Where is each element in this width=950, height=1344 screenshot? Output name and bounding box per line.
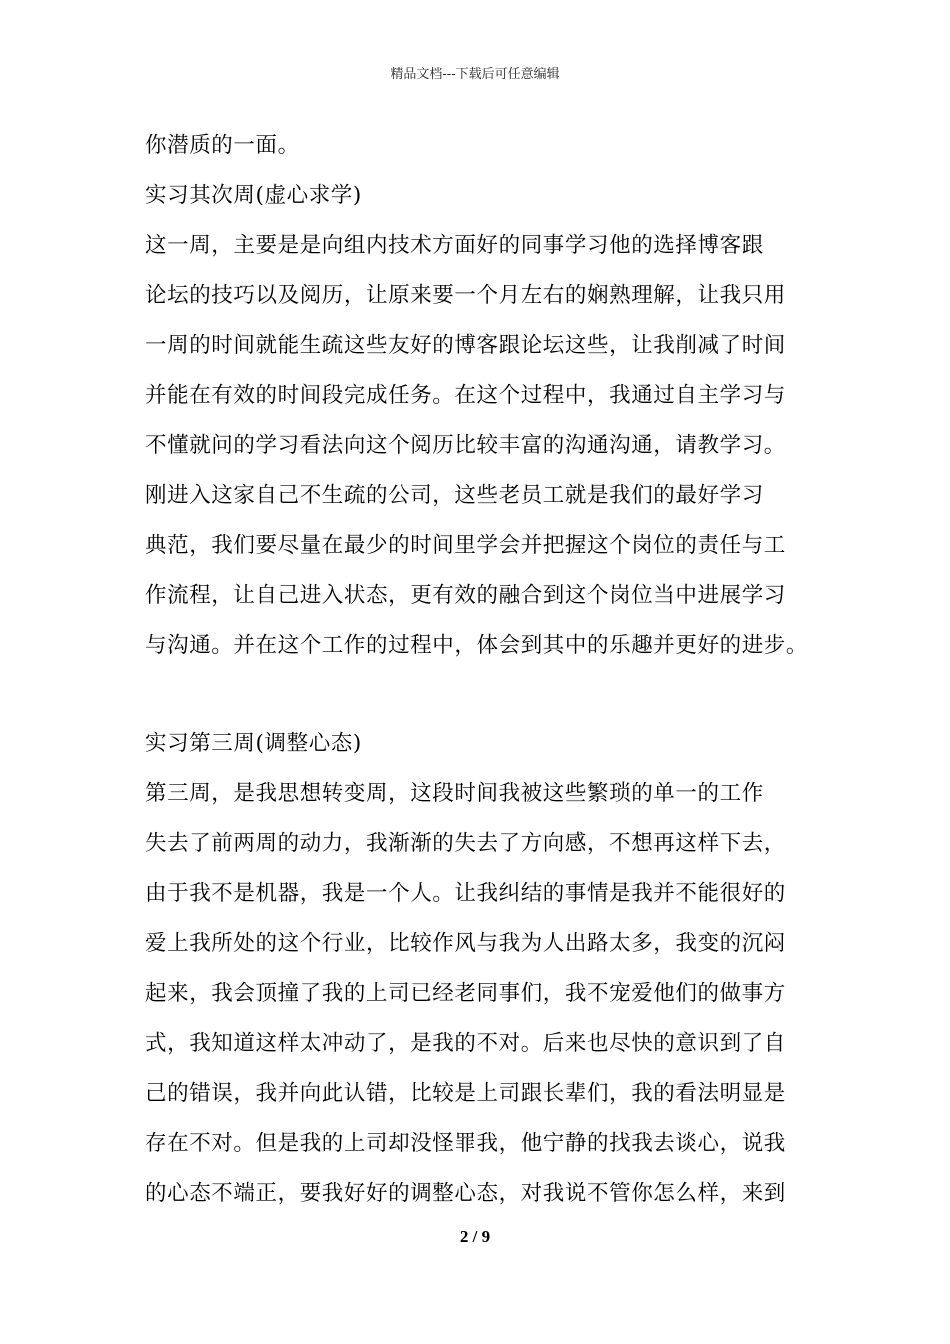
text-line: 论坛的技巧以及阅历，让原来要一个月左右的娴熟理解，让我只用 bbox=[145, 283, 786, 308]
text-line: 的心态不端正，要我好好的调整心态，对我说不管你怎么样，来到 bbox=[145, 1181, 786, 1206]
text-line: 失去了前两周的动力，我渐渐的失去了方向感，不想再这样下去， bbox=[145, 831, 786, 856]
text-line: 这一周，主要是是向组内技术方面好的同事学习他的选择博客跟 bbox=[145, 233, 764, 258]
text-line: 爱上我所处的这个行业，比较作风与我为人出路太多，我变的沉闷 bbox=[145, 931, 786, 956]
text-line: 一周的时间就能生疏这些友好的博客跟论坛这些，让我削减了时间 bbox=[145, 333, 786, 358]
text-line: 不懂就问的学习看法向这个阅历比较丰富的沟通沟通，请教学习。 bbox=[145, 433, 786, 458]
document-header: 精品文档---下载后可任意编辑 bbox=[390, 67, 560, 82]
text-line: 起来，我会顶撞了我的上司已经老同事们，我不宠爱他们的做事方 bbox=[145, 981, 786, 1006]
text-line: 作流程，让自己进入状态，更有效的融合到这个岗位当中进展学习 bbox=[145, 583, 786, 608]
page-indicator: 2 / 9 bbox=[459, 1227, 491, 1246]
text-line: 典范，我们要尽量在最少的时间里学会并把握这个岗位的责任与工 bbox=[145, 533, 786, 558]
text-line: 由于我不是机器，我是一个人。让我纠结的事情是我并不能很好的 bbox=[145, 881, 786, 906]
text-line: 存在不对。但是我的上司却没怪罪我，他宁静的找我去谈心，说我 bbox=[145, 1131, 786, 1156]
section-heading: 实习其次周(虚心求学) bbox=[145, 183, 362, 208]
text-line: 刚进入这家自己不生疏的公司，这些老员工就是我们的最好学习 bbox=[145, 483, 764, 508]
text-line: 与沟通。并在这个工作的过程中，体会到其中的乐趣并更好的进步。 bbox=[145, 633, 809, 658]
section-heading: 实习第三周(调整心态) bbox=[145, 731, 362, 756]
text-line: 第三周，是我思想转变周，这段时间我被这些繁琐的单一的工作 bbox=[145, 781, 764, 806]
text-line: 你潜质的一面。 bbox=[145, 133, 300, 158]
text-line: 己的错误，我并向此认错，比较是上司跟长辈们，我的看法明显是 bbox=[145, 1081, 786, 1106]
text-line: 并能在有效的时间段完成任务。在这个过程中，我通过自主学习与 bbox=[145, 383, 786, 408]
text-line: 式，我知道这样太冲动了，是我的不对。后来也尽快的意识到了自 bbox=[145, 1031, 786, 1056]
